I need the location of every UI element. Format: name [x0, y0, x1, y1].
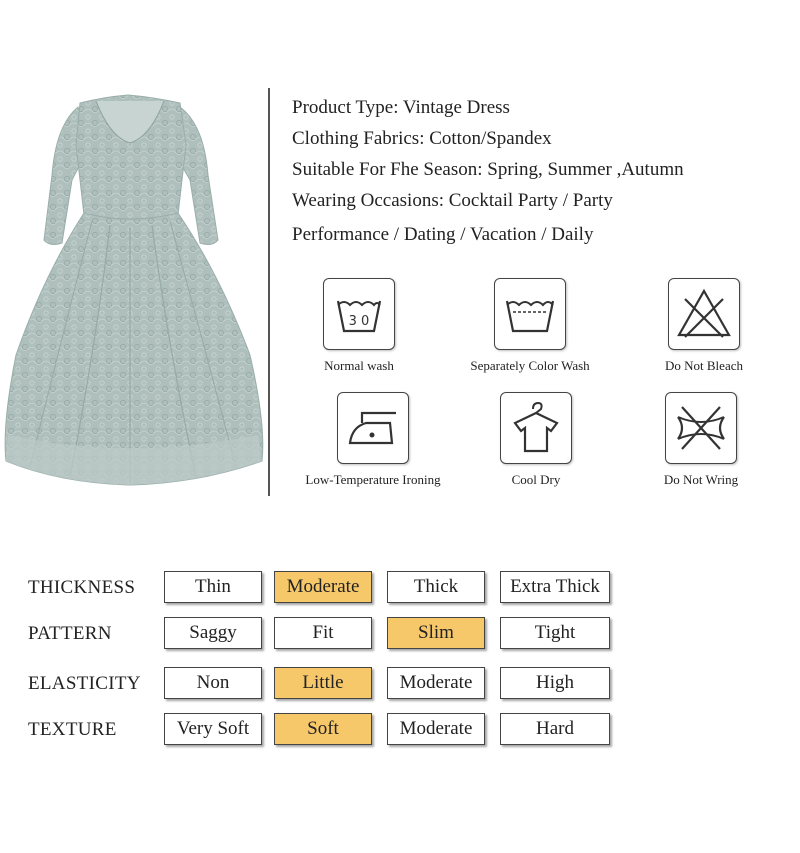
- attr-label: THICKNESS: [28, 577, 136, 598]
- care-label: Cool Dry: [511, 472, 561, 487]
- option-little: Little: [274, 667, 372, 699]
- care-label: Low-Temperature Ironing: [305, 472, 441, 487]
- attr-texture: [0, 713, 800, 747]
- option-thin: Thin: [164, 571, 262, 603]
- option-hard: Hard: [500, 713, 610, 745]
- option-saggy: Saggy: [164, 617, 262, 649]
- low-iron-icon: [337, 392, 409, 464]
- attr-label: PATTERN: [28, 623, 112, 644]
- attr-label: ELASTICITY: [28, 673, 141, 694]
- option-slim: Slim: [387, 617, 485, 649]
- option-moderate: Moderate: [387, 713, 485, 745]
- care-separate-wash: [455, 278, 605, 374]
- option-moderate: Moderate: [387, 667, 485, 699]
- care-cool-dry: [461, 392, 611, 488]
- attr-pattern: [0, 617, 800, 651]
- suitable-season: Suitable For Fhe Season: Spring, Summer ,Autumn: [292, 159, 684, 180]
- divider: [268, 88, 270, 496]
- product-type: Product Type: Vintage Dress: [292, 97, 510, 118]
- wearing-occasions-cont: Performance / Dating / Vacation / Daily: [292, 224, 594, 245]
- care-label: Do Not Wring: [663, 472, 739, 487]
- product-info: [292, 92, 684, 250]
- option-thick: Thick: [387, 571, 485, 603]
- wash-30-icon: [323, 278, 395, 350]
- option-very-soft: Very Soft: [164, 713, 262, 745]
- dress-image: [0, 85, 270, 505]
- option-extra-thick: Extra Thick: [500, 571, 610, 603]
- care-label: Do Not Bleach: [665, 358, 743, 373]
- option-tight: Tight: [500, 617, 610, 649]
- care-low-iron: [298, 392, 448, 488]
- attr-label: TEXTURE: [28, 719, 117, 740]
- no-bleach-icon: [668, 278, 740, 350]
- wash-temp: 3 0: [348, 314, 370, 329]
- care-no-wring: [626, 392, 776, 488]
- cool-dry-icon: [500, 392, 572, 464]
- no-wring-icon: [665, 392, 737, 464]
- care-no-bleach: [629, 278, 779, 374]
- care-normal-wash: [284, 278, 434, 374]
- separate-wash-icon: [494, 278, 566, 350]
- option-soft: Soft: [274, 713, 372, 745]
- option-moderate: Moderate: [274, 571, 372, 603]
- attr-thickness: [0, 571, 800, 605]
- option-non: Non: [164, 667, 262, 699]
- care-label: Normal wash: [324, 358, 394, 373]
- option-high: High: [500, 667, 610, 699]
- attr-elasticity: [0, 667, 800, 701]
- care-label: Separately Color Wash: [470, 358, 590, 373]
- clothing-fabrics: Clothing Fabrics: Cotton/Spandex: [292, 128, 552, 149]
- option-fit: Fit: [274, 617, 372, 649]
- wearing-occasions: Wearing Occasions: Cocktail Party / Party: [292, 190, 613, 211]
